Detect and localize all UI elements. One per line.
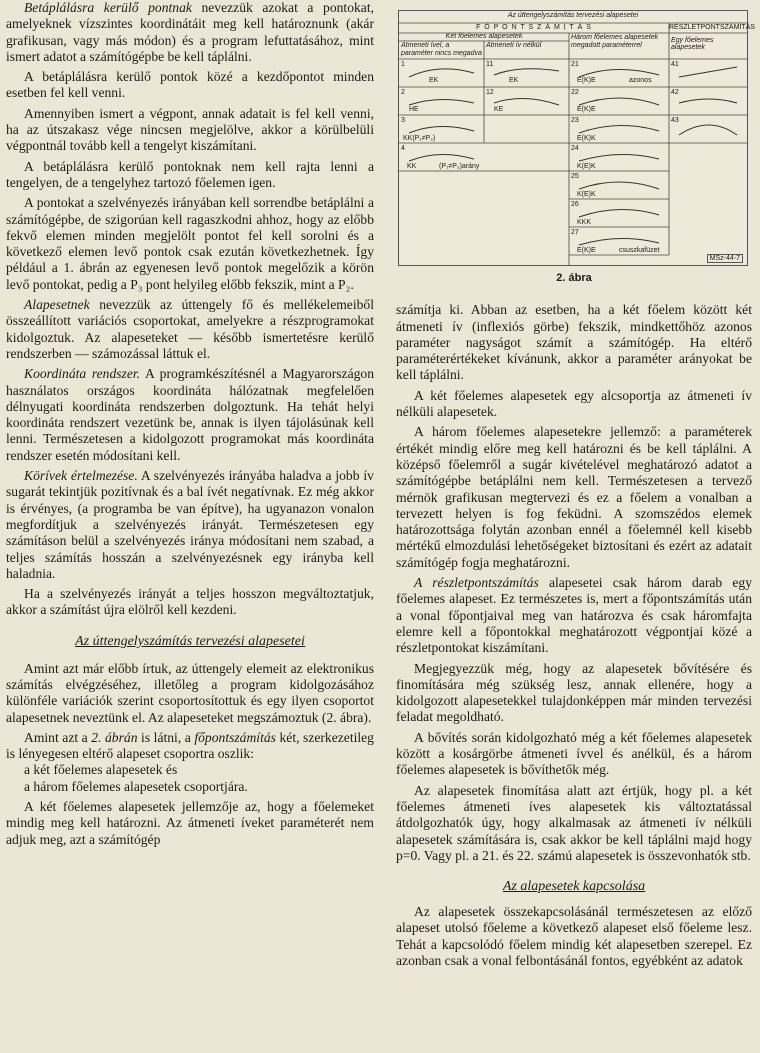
cell-number: 41 — [671, 61, 679, 68]
figure-col-detail: RÉSZLETPONTSZÁMÍTÁS — [669, 24, 755, 31]
cell-tag: KE — [494, 106, 504, 113]
cell-number: 1 — [401, 61, 405, 68]
paragraph: A részletpontszámítás alapesetei csak három darab egy főelemes alapeset. Ez természetes is, mert a főpontszámítás után a vonal főpontjaival meg van határozva és csak háromfajta elemre kell a főpontokkal meghatározott végpontjai közé a részletpontokat kiszámítani. — [396, 575, 752, 656]
figure-sub-b: Átmeneti ív nélkül — [486, 42, 542, 49]
left-column — [6, 0, 374, 848]
figure-caption: 2. ábra — [556, 272, 592, 284]
paragraph: Amennyiben ismert a végpont, annak adatait is fel kell venni, ha az útszakasz vége nincsen megjelölve, akkor a körülbelüli végpontnál tovább kell a tengelyt kiszámítani. — [6, 105, 374, 154]
figure-table — [398, 10, 755, 266]
cell-tag: HE — [409, 106, 419, 113]
cell-number: 11 — [486, 61, 494, 68]
paragraph: A két főelemes alapesetek jellemzője az, hogy a főelemeket mindig meg kell határozni. Az átmeneti íveket paraméterét nem adjuk meg, azt a számítógép — [6, 799, 374, 847]
cell-tag: E(K)K — [577, 135, 596, 142]
cell-tag: E(K)E — [577, 77, 596, 84]
cell-number: 27 — [571, 229, 579, 236]
cell-number: 2 — [401, 89, 405, 96]
section-heading: Az alapesetek kapcsolása — [502, 879, 646, 895]
figure-col-main: F Ő P O N T S Z Á M Í T Á S — [476, 24, 592, 31]
figure-sub-two: Két főelemes alapesetek — [445, 33, 523, 40]
cell-tag: E(K)E — [577, 247, 596, 254]
cell-number: 25 — [571, 173, 579, 180]
paragraph: Az alapesetek finomítása alatt azt értjük, hogy pl. a két főelemes átmeneti íves alapesetek kis változtatással átdolgozhatók úgy, hogy alkalmasak az átmeneti ív nélküli alapesetek számítására is, csak akkor be kell táplálni majd hogy p=0. Vagy pl. a 21. és 22. számú alapesetek is összevonhatók stb. — [396, 782, 752, 863]
list — [6, 762, 374, 795]
cell-number: 23 — [571, 117, 579, 124]
cell-tag: csuszkafüzet — [619, 247, 660, 254]
right-column — [396, 0, 755, 969]
figure-sub-c: Három főelemes alapesetek megadott paraméterrel — [571, 34, 659, 49]
paragraph: Ha a szelvényezés irányát a teljes hosszon megváltoztatjuk, akkor a számítást újra elölről kell kezdeni. — [6, 586, 374, 618]
list-item: a két főelemes alapesetek és — [24, 762, 178, 778]
cell-tag: azonos — [629, 77, 652, 84]
paragraph: Koordináta rendszer. A programkészítésnél a Magyarországon használatos országos koordináta hálózatnak megfelelően délnyugati koordináta rendszerben dolgoztunk. Ha tehát helyi koordináta rendszert vezetünk be, annak is ilyen tájolásúnak kell lenni. Természetesen a kidolgozott programokat más koordináta rendszer esetén módosítani kell. — [6, 366, 375, 463]
figure-sub-d: Egy főelemes alapesetek — [671, 37, 714, 51]
paragraph: A betáplálásra kerülő pontok közé a kezdőpontot minden esetben fel kell venni. — [6, 69, 374, 101]
cell-number: 21 — [571, 61, 579, 68]
paragraph: számítja ki. Abban az esetben, ha a két főelem között két átmeneti ív (inflexiós görbe) fekszik, mindkettőhöz azonos paraméter nagyságot számít a számítógép. Ha eltérő paraméterértékeket kívánunk, akkor a paraméter arányokat be kell táplálni. — [396, 302, 752, 383]
figure-title: Az úttengelyszámítás tervezési alapesetei — [507, 12, 639, 19]
cell-number: 26 — [571, 201, 579, 208]
cell-number: 3 — [401, 117, 405, 124]
cell-tag: KK — [407, 163, 417, 170]
paragraph: A két főelemes alapesetek egy alcsoportja az átmeneti ív nélküli alapesetek. — [396, 387, 752, 420]
paragraph: A betáplálásra kerülő pontoknak nem kell rajta lenni a tengelyen, de a tengelyhez tartozó főelemen igen. — [6, 158, 374, 190]
cell-tag: E(K)E — [577, 106, 596, 113]
figure-sub-a: Átmeneti ível, a paraméter nincs megadva — [401, 42, 482, 57]
paragraph: Betáplálásra kerülő pontnak nevezzük azokat a pontokat, amelyeknek vízszintes koordinátáit meg kell határoznunk (akár grafikusan, vagy más módon) és a program lefuttatásához, mint ismert adatot a számítógépbe be kell táplálni. — [6, 0, 374, 64]
paragraph: Az alapesetek összekapcsolásánál természetesen az előző alapeset utolsó főeleme a következő alapeset első főeleme lesz. Tehát a kapcsolódó főelem mindig két alapesetben szerepel. Ez azonban csak a vonal felbontásánál fontos, egyébként az adatok — [396, 904, 752, 968]
cell-number: 12 — [486, 89, 494, 96]
cell-tag: K(E)K — [577, 191, 596, 198]
cell-tag: (P₁≠P₂)arány — [439, 163, 480, 170]
cell-number: 24 — [571, 145, 579, 152]
paragraph: Amint azt már előbb írtuk, az úttengely elemeit az elektronikus számítás elvégzéséhez, illetőleg a program kidolgozásához különféle variációk szerint csoportosítottuk és egy ilyen csoportot alapesetnek neveztünk el. Az alapeseteket megszámoztuk (2. ábra). — [6, 660, 374, 725]
paragraph: Alapesetnek nevezzük az úttengely fő és mellékelemeiből összeállított variációs csoportokat, amelyekre a részprogramokat kidolgoztuk. Az alapeseteket — később ismertetésre kerülő rendszerben — számozással láttuk el. — [6, 297, 374, 361]
paragraph: Amint azt a 2. ábrán is látni, a főpontszámítás két, szerkezetileg is lényegesen eltérő alapeset csoportra oszlik: — [6, 729, 374, 762]
paragraph: A bővítés során kidolgozható még a két főelemes alapesetek között a kosárgörbe átmeneti ívvel és anélkül, és a három főelemes alapesetek is bővíthetők még. — [396, 729, 752, 778]
paragraph: A három főelemes alapesetekre jellemző: a paraméterek értékét mindig előre meg kell határozni és be kell táplálni. A középső főelemről a sugár kivételével meghatározó adatot a számítógépbe betáplálni nem kell. Természetesen a tervező mérnök grafikusan megtervezi és ez a főelem a vonalban a tervezett helyen is fog feküdni. A szomszédos elemek határozottsága folytán azonban ennél a főelemnél kell kisebb mértékű elmozdulási lehetőségeket biztosítani és ezért az adatait számítógép fogja meghatározni. — [396, 424, 752, 570]
figure-stamp: MSz-44-7 — [707, 254, 743, 263]
cell-tag: K(E)K — [577, 163, 596, 170]
cell-number: 4 — [401, 145, 405, 152]
paragraph: Megjegyezzük még, hogy az alapesetek bővítésére és finomítására még szükség lesz, annak ellenére, hogy a kidolgozott alapesetekkel tulajdonképpen már minden tervezési feladat megoldható. — [396, 660, 752, 725]
cell-tag: EK — [429, 77, 439, 84]
paragraph: Körívek értelmezése. A szelvényezés irányába haladva a jobb ív sugarát tekintjük pozitívnak és a bal ívét negatívnak. Ez még akkor is érvényes, (a programba be van építve), ha ugyanazon vonalon megfordítjuk a szelvényezés irányát. Természetesen egy számításon belül a szelvényezés iránya módosítani nem szabad, a teljes számítás hosszán a szelvényezésnek egy irányba kell haladnia. — [6, 468, 374, 581]
cell-number: 43 — [671, 117, 679, 124]
cell-tag: KK(P₁≠P₂) — [403, 135, 436, 142]
list-item: a három főelemes alapesetek csoportjára. — [24, 778, 248, 794]
cell-number: 22 — [571, 89, 579, 96]
cell-tag: EK — [509, 77, 519, 84]
cell-tag: KKK — [577, 219, 592, 226]
cell-number: 42 — [671, 89, 679, 96]
paragraph: A pontokat a szelvényezés irányában kell sorrendbe betáplálni a számítógépbe, de szigorúan kell ragaszkodni ahhoz, hogy az előbb fekvő elemen minden megjelölt pontot fel kell sorolni és a következő elemen levő pontok csak ezután következhetnek. Így például a 1. ábrán az egyenesen levő pontok megelőzik a körön levő pontokat, pedig a P₃ pont helyileg előbb fekszik, mint a P₂. — [6, 195, 374, 292]
section-heading: Az úttengelyszámítás tervezési alapesetei — [75, 633, 305, 649]
